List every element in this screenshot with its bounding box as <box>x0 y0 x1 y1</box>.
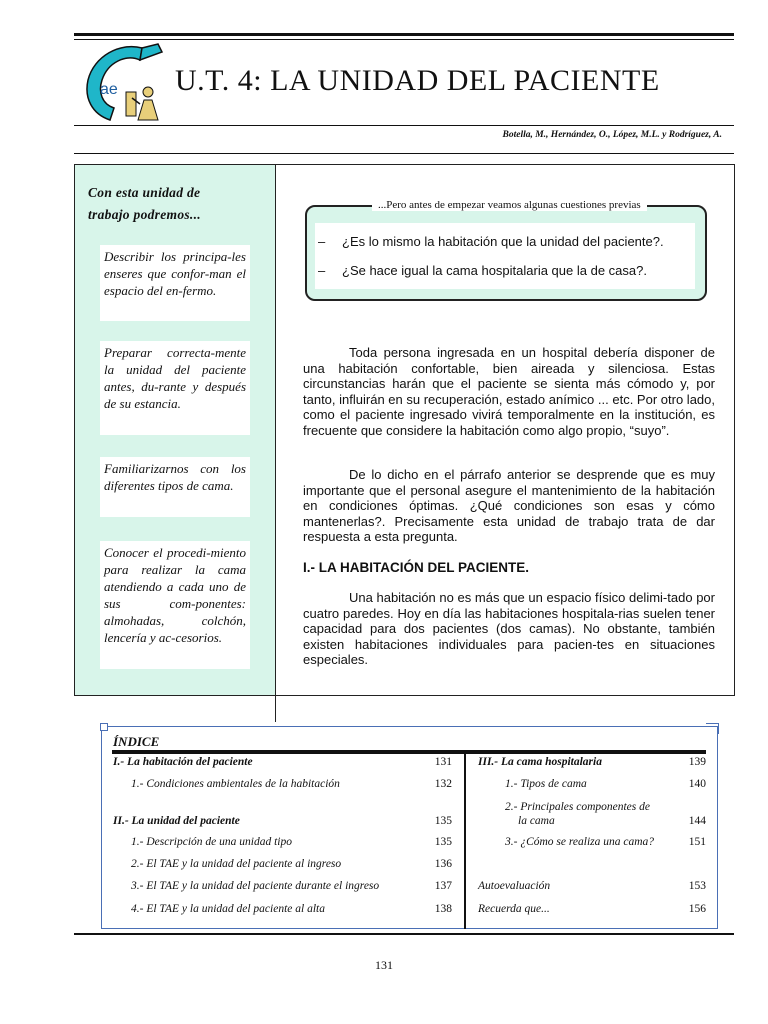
index-entry-label: 2.- El TAE y la unidad del paciente al ingreso <box>131 858 342 870</box>
index-entry-page: 151 <box>688 836 706 848</box>
questions-inner <box>315 223 695 289</box>
objective-card: Preparar correcta-mente la unidad del paciente antes, du-rante y después de su estancia. <box>100 341 250 435</box>
question-text: ¿Se hace igual la cama hospitalaria que la de casa?. <box>342 263 647 278</box>
page-number: 131 <box>375 958 393 972</box>
index-entry-label: 4.- El TAE y la unidad del paciente al alta <box>131 903 325 915</box>
objective-card: Describir los principa-les enseres que confor-man el espacio del en-fermo. <box>100 245 250 321</box>
index-entry-page: 132 <box>434 778 452 790</box>
questions-tag: ...Pero antes de empezar veamos algunas cuestiones previas <box>372 199 647 211</box>
index-entry-label: II.- La unidad del paciente <box>113 815 240 827</box>
index-entry-label: Recuerda que... <box>478 903 550 915</box>
cae-logo-icon <box>80 42 170 124</box>
index-entry-page: 140 <box>688 778 706 790</box>
objective-card: Familiarizarnos con los diferentes tipos de cama. <box>100 457 250 517</box>
index-entry-label: 1.- Descripción de una unidad tipo <box>131 836 292 848</box>
question-dash: – <box>318 234 326 249</box>
body-paragraph: De lo dicho en el párrafo anterior se desprende que es muy importante que el personal asegure el mantenimiento de la habitación en condiciones óptimas. ¿Qué condiciones son esas y cómo mantenerlas?. Precisamente esta unidad de trabajo trata de dar respuesta a esta pregunta. <box>303 467 715 544</box>
index-entry-page: 137 <box>434 880 452 892</box>
index-entry-page: 135 <box>434 836 452 848</box>
index-title: ÍNDICE <box>113 734 160 749</box>
index-entry-label: Autoevaluación <box>478 880 551 892</box>
header-rule-top-thin <box>74 39 734 40</box>
index-entry-page: 138 <box>434 903 452 915</box>
question-dash: – <box>318 263 326 278</box>
index-column-divider <box>464 754 466 929</box>
header-rule-top <box>74 33 734 36</box>
index-corner-marker <box>100 723 108 731</box>
header-rule-bottom <box>74 125 734 126</box>
logo-text: ae <box>100 81 118 98</box>
index-entry-page: 156 <box>688 903 706 915</box>
index-entry-page: 131 <box>434 756 452 768</box>
unit-title: U.T. 4: LA UNIDAD DEL PACIENTE <box>175 64 660 97</box>
index-entry-page: 144 <box>688 815 706 827</box>
question-item <box>318 234 664 249</box>
index-corner-fold <box>706 723 719 734</box>
index-entry-label: 2.- Principales componentes de <box>505 801 650 813</box>
body-paragraph: Toda persona ingresada en un hospital debería disponer de una habitación confortable, bien aireada y silenciosa. Estas circunstancias harán que el paciente se sienta más cómodo y, por tanto, influirán en su recuperación, estado anímico ... etc. Por otro lado, como el paciente ingresado vivirá temporalmente en la institución, es frecuente que considere la habitación como algo propio, “suyo”. <box>303 345 715 438</box>
index-entry-label: 1.- Tipos de cama <box>505 778 587 790</box>
section-heading: I.- LA HABITACIÓN DEL PACIENTE. <box>303 560 529 575</box>
objectives-heading <box>88 182 264 226</box>
index-entry-page: 153 <box>688 880 706 892</box>
question-item <box>318 263 647 278</box>
index-entry-label: III.- La cama hospitalaria <box>478 756 602 768</box>
index-title-bar <box>112 750 706 754</box>
index-entry-label: 3.- ¿Cómo se realiza una cama? <box>505 836 655 848</box>
objective-card: Conocer el procedi-miento para realizar la cama atendiendo a cada uno de sus com-ponentes: almohadas, colchón, lencería y ac-cesorios. <box>100 541 250 669</box>
index-entry-label-cont: la cama <box>518 815 555 827</box>
index-entry-page: 136 <box>434 858 452 870</box>
cae-logo <box>80 42 170 124</box>
objectives-heading-line2: trabajo podremos... <box>88 207 201 222</box>
index-entry-label: 3.- El TAE y la unidad del paciente durante el ingreso <box>131 880 380 892</box>
index-entry-page: 139 <box>688 756 706 768</box>
body-paragraph: Una habitación no es más que un espacio físico delimi-tado por cuatro paredes. Hoy en día las habitaciones hospitala-rias suelen tener capacidad para dos pacientes (dos camas). No obstante, también existen habitaciones individuales para pacien-tes en situaciones especiales. <box>303 590 715 667</box>
index-entry-page: 135 <box>434 815 452 827</box>
column-divider <box>275 164 276 722</box>
footer-rule <box>74 933 734 935</box>
index-entry-label: I.- La habitación del paciente <box>113 756 253 768</box>
authors-rule <box>74 153 734 154</box>
authors: Botella, M., Hernández, O., López, M.L. y Rodríguez, A. <box>502 130 722 140</box>
index-entry-label: 1.- Condiciones ambientales de la habitación <box>131 778 340 790</box>
objectives-heading-line1: Con esta unidad de <box>88 185 201 200</box>
question-text: ¿Es lo mismo la habitación que la unidad del paciente?. <box>342 234 664 249</box>
